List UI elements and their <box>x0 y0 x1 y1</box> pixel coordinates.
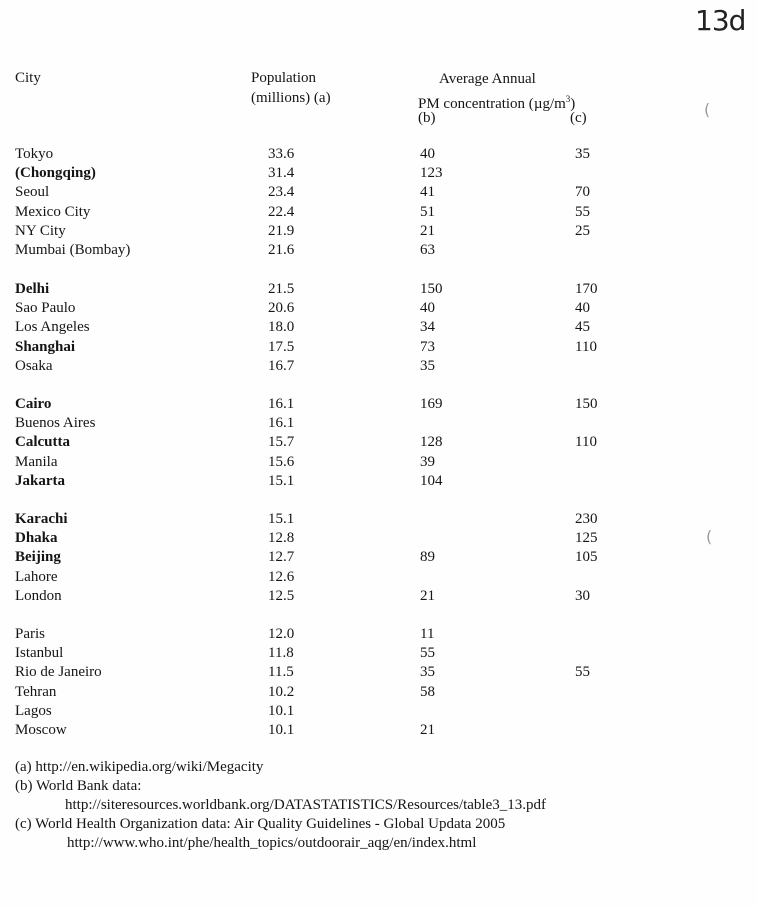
population-cell: 16.1 <box>268 415 295 432</box>
footnote-a: (a) http://en.wikipedia.org/wiki/Megacity <box>15 759 264 775</box>
header-sub-c: (c) <box>570 110 587 126</box>
city-cell: Seoul <box>15 184 50 201</box>
city-cell: Karachi <box>15 511 68 527</box>
population-cell: 15.6 <box>268 453 295 470</box>
table-row <box>0 529 757 548</box>
population-cell: 10.1 <box>268 702 295 719</box>
table-row <box>0 395 757 414</box>
population-cell: 33.6 <box>268 146 295 162</box>
city-cell: Osaka <box>15 357 53 374</box>
population-cell: 21.6 <box>268 242 295 258</box>
population-cell: 12.7 <box>268 549 295 566</box>
page-number: 13d <box>695 4 746 37</box>
table-row <box>0 164 757 183</box>
city-cell: Manila <box>15 453 58 470</box>
header-sub-b: (b) <box>418 110 436 126</box>
city-cell: Moscow <box>15 722 67 738</box>
population-cell: 16.7 <box>268 357 295 374</box>
footnotes <box>15 758 546 853</box>
population-cell: 11.8 <box>268 645 294 662</box>
city-cell: Mexico City <box>15 203 91 220</box>
footnote-c-label: (c) World Health Organization data: Air Quality Guidelines - Global Updata 2005 <box>15 816 506 832</box>
city-cell: (Chongqing) <box>15 165 96 182</box>
population-cell: 15.1 <box>268 511 295 527</box>
footnote-b-url: http://siteresources.worldbank.org/DATASTATISTICS/Resources/table3_13.pdf <box>65 797 547 813</box>
header-population-line2: (millions) (a) <box>251 90 331 106</box>
pm-b-cell: 21 <box>420 587 435 604</box>
pm-b-cell: 40 <box>420 146 435 162</box>
city-cell: Calcutta <box>15 434 70 451</box>
population-cell: 15.7 <box>268 434 295 451</box>
pm-c-cell: 230 <box>575 511 598 527</box>
pm-b-cell: 63 <box>420 242 435 258</box>
pm-c-cell: 125 <box>575 530 598 547</box>
pm-b-cell: 11 <box>420 626 435 642</box>
pm-c-cell: 105 <box>575 549 598 566</box>
table-row <box>0 568 757 587</box>
pm-b-cell: 21 <box>420 222 435 239</box>
city-cell: Delhi <box>15 281 50 297</box>
pm-c-cell: 30 <box>575 587 590 604</box>
population-cell: 18.0 <box>268 319 295 336</box>
population-cell: 31.4 <box>268 165 295 182</box>
table-row <box>0 548 757 567</box>
city-cell: Tokyo <box>15 146 54 162</box>
pm-c-cell: 45 <box>575 319 590 336</box>
table-row <box>0 510 757 529</box>
population-cell: 21.5 <box>268 281 295 297</box>
population-cell: 15.1 <box>268 472 295 489</box>
pm-c-cell: 70 <box>575 184 590 201</box>
city-cell: Buenos Aires <box>15 415 96 432</box>
population-cell: 10.1 <box>268 722 295 738</box>
city-cell: Cairo <box>15 396 52 412</box>
table-row <box>0 663 757 682</box>
footnote-c-url: http://www.who.int/phe/health_topics/outdoorair_aqg/en/index.html <box>67 835 477 851</box>
pm-c-cell: 25 <box>575 222 590 239</box>
pm-b-cell: 39 <box>420 453 435 470</box>
table-row <box>0 702 757 721</box>
pm-b-cell: 35 <box>420 664 435 681</box>
city-cell: Mumbai (Bombay) <box>15 242 131 258</box>
population-cell: 23.4 <box>268 184 295 201</box>
pm-c-cell: 170 <box>575 281 598 297</box>
population-cell: 12.6 <box>268 568 295 585</box>
city-cell: Los Angeles <box>15 319 90 336</box>
table-row <box>0 203 757 222</box>
table-row <box>0 222 757 241</box>
population-cell: 12.8 <box>268 530 295 547</box>
pm-b-cell: 104 <box>420 472 443 489</box>
table-row <box>0 414 757 433</box>
city-cell: Dhaka <box>15 530 58 547</box>
pm-c-cell: 55 <box>575 203 590 220</box>
table-row <box>0 453 757 472</box>
city-cell: Beijing <box>15 549 61 566</box>
pm-b-cell: 55 <box>420 645 435 662</box>
pm-b-cell: 21 <box>420 722 435 738</box>
table-row <box>0 357 757 376</box>
pm-b-cell: 34 <box>420 319 435 336</box>
table-row <box>0 472 757 491</box>
population-cell: 11.5 <box>268 664 294 681</box>
population-cell: 21.9 <box>268 222 295 239</box>
table-row <box>0 145 757 164</box>
table-row <box>0 721 757 740</box>
pm-b-cell: 89 <box>420 549 435 566</box>
pm-c-cell: 55 <box>575 664 590 681</box>
table-row <box>0 241 757 260</box>
city-cell: Sao Paulo <box>15 300 76 317</box>
margin-mark: ( <box>706 527 713 546</box>
table-row <box>0 644 757 663</box>
population-cell: 12.5 <box>268 587 295 604</box>
pm-c-cell: 150 <box>575 396 598 412</box>
city-cell: Shanghai <box>15 338 76 355</box>
pm-b-cell: 58 <box>420 683 435 700</box>
pm-b-cell: 128 <box>420 434 443 451</box>
pm-c-cell: 110 <box>575 434 597 451</box>
pm-c-cell: 35 <box>575 146 590 162</box>
footnote-b-label: (b) World Bank data: <box>15 778 142 794</box>
header-population-line1: Population <box>251 70 317 86</box>
city-cell: Tehran <box>15 683 57 700</box>
pm-b-cell: 41 <box>420 184 435 201</box>
pm-b-cell: 150 <box>420 281 443 297</box>
city-cell: Paris <box>15 626 45 642</box>
table-row <box>0 183 757 202</box>
population-cell: 12.0 <box>268 626 295 642</box>
table-row <box>0 587 757 606</box>
city-cell: London <box>15 587 62 604</box>
city-cell: Lagos <box>15 702 52 719</box>
pm-c-cell: 110 <box>575 338 597 355</box>
population-cell: 22.4 <box>268 203 295 220</box>
header-pm-line2: PM concentration $(\mu g/m^3)$ <box>418 94 576 112</box>
city-cell: NY City <box>15 222 66 239</box>
table-row <box>0 299 757 318</box>
pm-b-cell: 40 <box>420 300 435 317</box>
margin-mark: ( <box>704 100 711 119</box>
pm-b-cell: 123 <box>420 165 443 182</box>
city-cell: Lahore <box>15 568 58 585</box>
table-row <box>0 683 757 702</box>
table-row <box>0 318 757 337</box>
table-row <box>0 338 757 357</box>
pm-c-cell: 40 <box>575 300 590 317</box>
pm-b-cell: 35 <box>420 357 435 374</box>
city-cell: Rio de Janeiro <box>15 664 102 681</box>
pm-b-cell: 51 <box>420 203 435 220</box>
table-row <box>0 625 757 644</box>
table-row <box>0 280 757 299</box>
pm-b-cell: 169 <box>420 396 443 412</box>
city-cell: Istanbul <box>15 645 64 662</box>
header-pm-line1: Average Annual <box>439 71 536 87</box>
table-row <box>0 433 757 452</box>
population-cell: 10.2 <box>268 683 295 700</box>
population-cell: 17.5 <box>268 338 295 355</box>
population-cell: 20.6 <box>268 300 295 317</box>
population-cell: 16.1 <box>268 396 295 412</box>
header-city: City <box>15 70 41 86</box>
pm-b-cell: 73 <box>420 338 435 355</box>
city-cell: Jakarta <box>15 472 65 489</box>
